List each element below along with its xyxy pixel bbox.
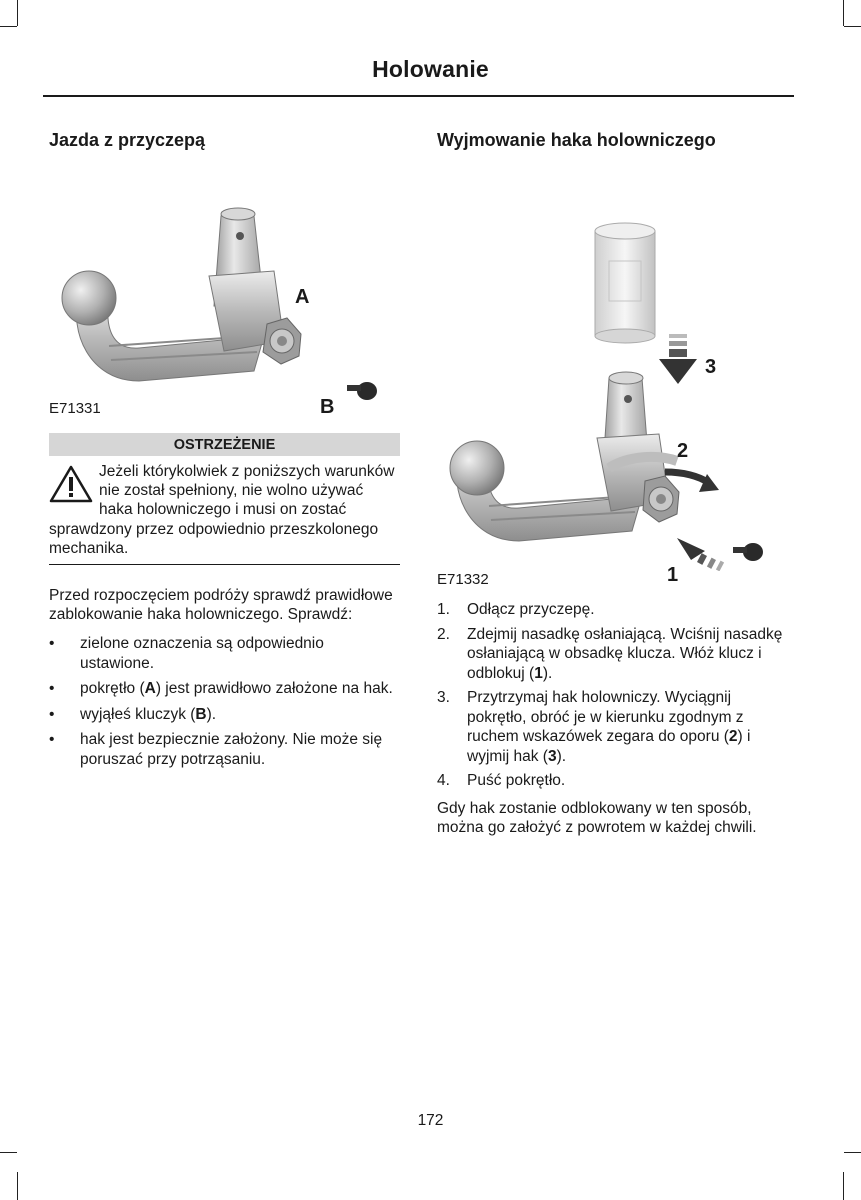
warning-header: OSTRZEŻENIE — [49, 433, 400, 456]
list-item: 1. Odłącz przyczepę. — [437, 601, 595, 618]
title-divider — [43, 95, 794, 97]
figure-code: E71332 — [437, 571, 489, 588]
crop-mark — [17, 1172, 18, 1200]
list-item: • hak jest bezpiecznie założony. Nie może się poruszać przy potrząsaniu. — [49, 731, 383, 768]
callout-2: 2 — [677, 440, 689, 462]
section-heading-trailer: Jazda z przyczepą — [49, 130, 206, 150]
list-item: • wyjąłeś kluczyk (B). — [49, 705, 217, 723]
crop-mark — [844, 26, 861, 27]
callout-1: 1 — [667, 564, 679, 586]
crop-mark — [843, 1172, 844, 1200]
tow-hook-illustration — [49, 156, 400, 400]
page-number: 172 — [417, 1112, 444, 1129]
tow-hook-removal-illustration — [437, 156, 789, 571]
step-list — [437, 600, 789, 791]
list-item: • pokrętło (A) jest prawidłowo założone na hak. — [49, 680, 393, 698]
callout-b: B — [320, 396, 335, 418]
intro-paragraph: Przed rozpoczęciem podróży sprawdź prawidłowe zablokowanie haka holowniczego. Sprawdź: — [49, 587, 393, 624]
callout-a: A — [295, 286, 310, 308]
closing-paragraph: Gdy hak zostanie odblokowany w ten sposób, można go założyć z powrotem w każdej chwili. — [437, 799, 757, 836]
list-item: • zielone oznaczenia są odpowiednio ustawione. — [49, 635, 324, 672]
warning-divider — [49, 564, 400, 565]
warning-box — [49, 456, 400, 558]
list-item: 3. Przytrzymaj hak holowniczy. Wyciągnij pokrętło, obróć je w kierunku zgodnym z ruchem wskazówek zegara do oporu (2) i wyjmij hak (3). — [437, 689, 751, 765]
check-list — [49, 634, 400, 769]
crop-mark — [844, 1152, 861, 1153]
warning-triangle-icon — [49, 464, 93, 504]
figure-code: E71331 — [49, 400, 101, 417]
page-title: Holowanie — [372, 56, 489, 82]
list-item: 4. Puść pokrętło. — [437, 772, 566, 789]
right-column — [437, 130, 789, 837]
list-item: 2. Zdejmij nasadkę osłaniającą. Wciśnij nasadkę osłaniającą w obsadkę klucza. Włóż klucz i odblokuj (1). — [437, 625, 783, 682]
warning-text: Jeżeli którykolwiek z poniższych warunków nie został spełniony, nie wolno używać haka holowniczego i musi on zostać sprawdzony przez odpowiednio przeszkolonego mechanika. — [49, 463, 395, 557]
crop-mark — [17, 0, 18, 26]
left-column — [49, 130, 400, 775]
section-heading-removal: Wyjmowanie haka holowniczego — [437, 130, 716, 150]
crop-mark — [843, 0, 844, 26]
crop-mark — [0, 26, 17, 27]
callout-3: 3 — [705, 356, 717, 378]
crop-mark — [0, 1152, 17, 1153]
